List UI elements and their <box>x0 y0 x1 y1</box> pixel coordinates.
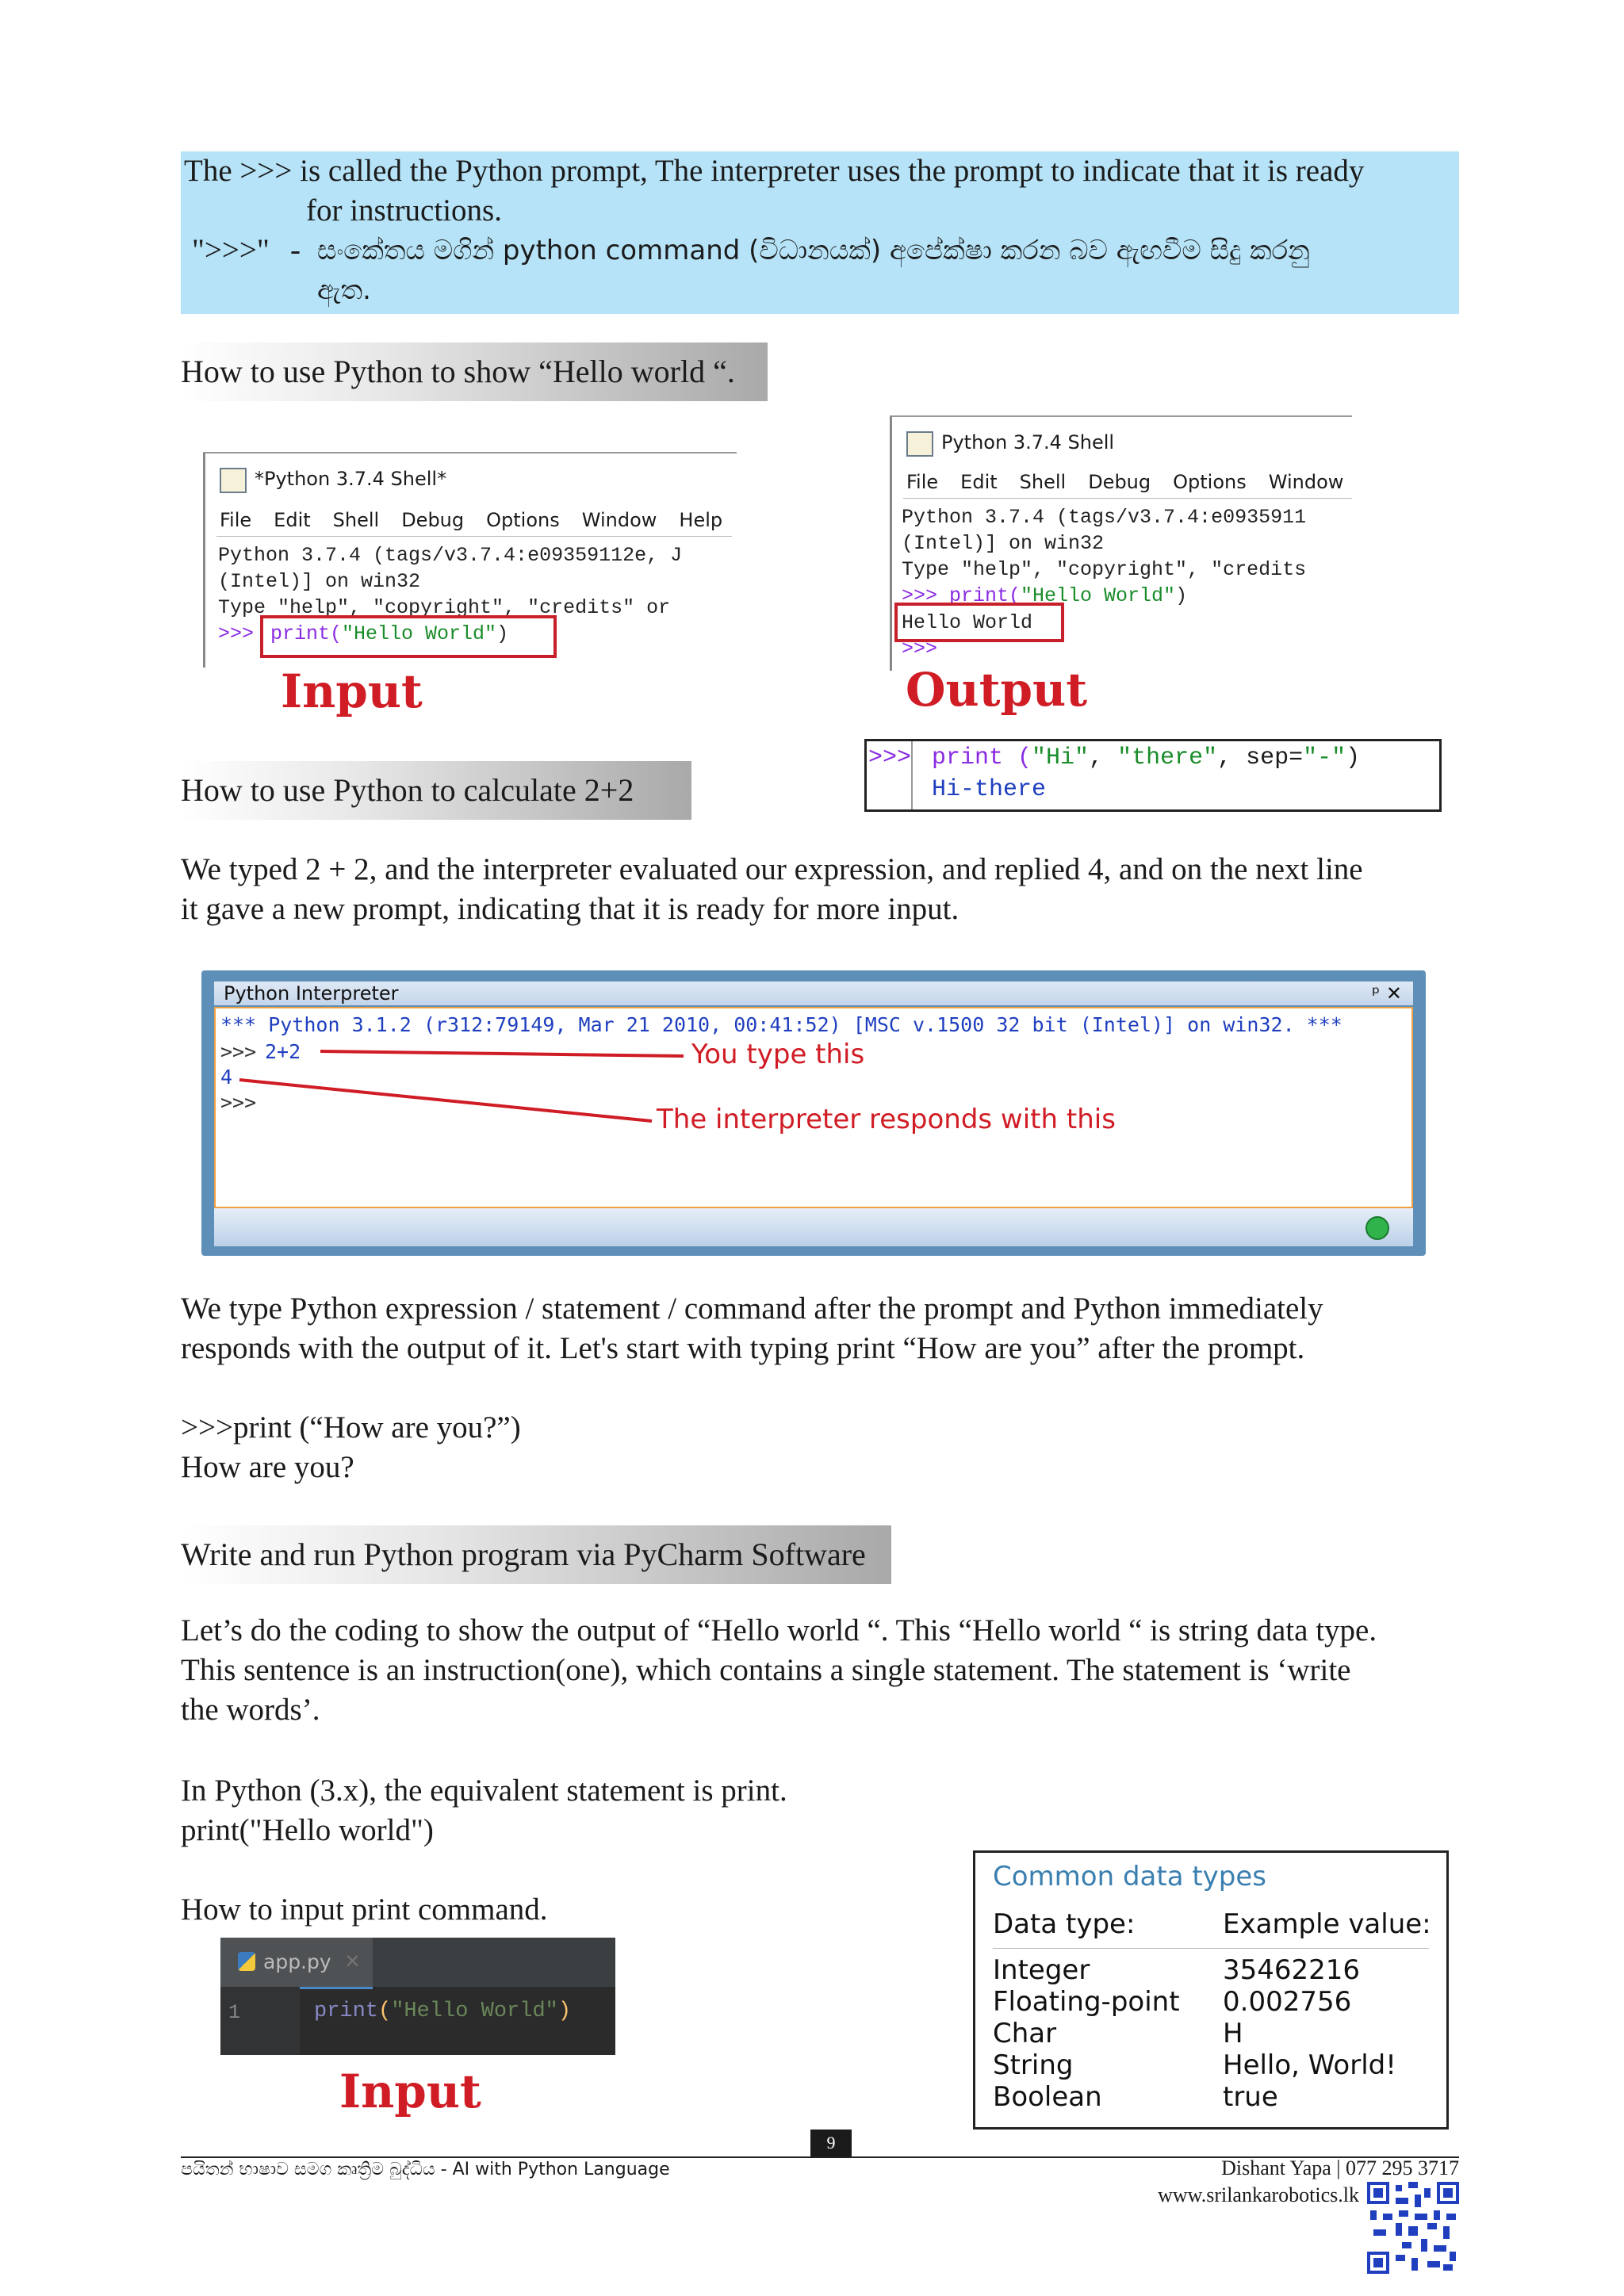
tab-label: app.py <box>263 1950 331 1973</box>
menu-help[interactable]: Help <box>679 509 723 531</box>
shell-prompt: >>> <box>218 622 255 645</box>
menu-edit[interactable]: Edit <box>274 509 311 531</box>
sep-result: Hi-there <box>932 776 1047 803</box>
header-example-value: Example value: <box>1223 1908 1431 1940</box>
shell-menu-bar <box>906 471 1365 493</box>
menu-debug[interactable]: Debug <box>1088 471 1151 493</box>
table-caption: Common data types <box>993 1861 1266 1892</box>
note-you-type: You type this <box>691 1039 865 1070</box>
heading-hello-world: How to use Python to show “Hello world “. <box>181 342 768 401</box>
intro-box <box>181 151 1459 314</box>
pycharm-code-line[interactable]: print("Hello World") <box>314 1999 572 2023</box>
para-type-expression: We type Python expression / statement / command after the prompt and Python immediately responds with the output of it. Let's start with typing print “How are you” after the prompt. <box>181 1292 1323 1365</box>
para-typed-2-plus-2: We typed 2 + 2, and the interpreter evaluated our expression, and replied 4, and on the next line it gave a new prompt, indicating that it is ready for more input. <box>181 852 1363 926</box>
qr-code-icon <box>1367 2182 1459 2274</box>
sep-code: print ("Hi", "there", sep="-") <box>932 744 1361 771</box>
note-interpreter-responds: The interpreter responds with this <box>657 1104 1116 1135</box>
heading-pycharm: Write and run Python program via PyCharm Software <box>181 1525 891 1584</box>
pycharm-editor <box>220 1938 615 2055</box>
intro-dash: - <box>290 233 301 267</box>
shell-title: Python 3.7.4 Shell <box>941 431 1115 453</box>
sep-prompt: >>> <box>868 744 912 771</box>
pin-close-icons[interactable]: ᵖ ✕ <box>1371 982 1402 1004</box>
row-type: Floating-point <box>993 1986 1180 2018</box>
menu-options[interactable]: Options <box>486 509 560 531</box>
menu-shell[interactable]: Shell <box>1019 471 1067 493</box>
interpreter-result: 4 <box>220 1066 233 1089</box>
interpreter-title: Python Interpreter <box>224 982 399 1004</box>
menu-window[interactable]: Window <box>581 509 657 531</box>
label-pycharm-input: Input <box>339 2064 481 2118</box>
python-interpreter-window <box>201 970 1426 1256</box>
example-how-are-you: >>>print (“How are you?”) How are you? <box>181 1410 521 1484</box>
label-output: Output <box>906 663 1087 717</box>
shell-title: *Python 3.7.4 Shell* <box>255 468 447 490</box>
menu-window[interactable]: Window <box>1268 471 1344 493</box>
shell-menu-bar <box>220 509 745 531</box>
para-print-statement: In Python (3.x), the equivalent statement is print. print("Hello world") <box>181 1774 787 1847</box>
python-file-icon <box>238 1952 255 1971</box>
close-icon[interactable]: × <box>344 1949 361 1972</box>
interpreter-prompt-1: >>> <box>220 1040 257 1063</box>
shell-command: print("Hello World") <box>270 622 509 645</box>
intro-line-1: The >>> is called the Python prompt, The interpreter uses the prompt to indicate that it is ready <box>184 154 1365 188</box>
row-value: Hello, World! <box>1223 2049 1396 2081</box>
shell-result: Hello World <box>902 611 1033 634</box>
highlight-output-box <box>894 603 1064 642</box>
page-number: 9 <box>810 2130 852 2156</box>
footer-left: පයිතන් භාෂාව සමග කෘත්‍රිම බුද්ධිය - AI with Python Language <box>181 2160 670 2179</box>
idle-app-icon <box>906 431 933 457</box>
shell-banner-1: Python 3.7.4 (tags/v3.7.4:e0935911 <box>902 506 1307 529</box>
row-type: String <box>993 2049 1074 2081</box>
line-number: 1 <box>228 2001 241 2024</box>
menu-shell[interactable]: Shell <box>332 509 380 531</box>
row-type: Char <box>993 2018 1057 2049</box>
sep-example-box <box>864 739 1442 812</box>
idle-app-icon <box>220 468 247 493</box>
status-green-icon <box>1365 1216 1389 1240</box>
interpreter-title-bar <box>214 982 1413 1005</box>
menu-options[interactable]: Options <box>1173 471 1247 493</box>
menu-file[interactable]: File <box>220 509 252 531</box>
interpreter-prompt-2: >>> <box>220 1091 257 1114</box>
common-data-types-table <box>973 1850 1449 2130</box>
menu-edit[interactable]: Edit <box>960 471 998 493</box>
highlight-input-box <box>260 615 557 658</box>
editor-tab-app-py[interactable] <box>220 1938 373 1989</box>
header-data-type: Data type: <box>993 1908 1136 1940</box>
footer-website[interactable]: www.srilankarobotics.lk <box>1158 2183 1359 2206</box>
interpreter-status-bar <box>214 1208 1413 1246</box>
menu-file[interactable]: File <box>906 471 939 493</box>
label-input: Input <box>281 664 423 718</box>
row-value: H <box>1223 2018 1243 2049</box>
shell-banner-3: Type "help", "copyright", "credits" or <box>218 596 671 619</box>
row-value: 0.002756 <box>1223 1986 1352 2018</box>
intro-line-2: for instructions. <box>306 193 502 228</box>
para-how-to-input: How to input print command. <box>181 1892 548 1927</box>
shell-prompt: >>> <box>902 637 938 660</box>
footer-author: Dishant Yapa | 077 295 3717 <box>1221 2156 1459 2179</box>
interpreter-banner: *** Python 3.1.2 (r312:79149, Mar 21 2010, 00:41:52) [MSC v.1500 32 bit (Intel)] on win32. *** <box>220 1013 1342 1036</box>
shell-banner-2: (Intel)] on win32 <box>218 570 421 593</box>
row-value: 35462216 <box>1223 1954 1361 1986</box>
shell-banner-2: (Intel)] on win32 <box>902 532 1105 555</box>
intro-sinhala-line-2: ඇත. <box>317 274 371 306</box>
row-type: Boolean <box>993 2081 1102 2113</box>
row-type: Integer <box>993 1954 1090 1986</box>
row-value: true <box>1223 2081 1278 2113</box>
para-hello-world-string: Let’s do the coding to show the output of “Hello world “. This “Hello world “ is string data type. This sentence is an instruction(one), which contains a single statement. The statement is ‘write the words’. <box>181 1613 1377 1727</box>
interpreter-input: 2+2 <box>265 1040 301 1063</box>
shell-banner-1: Python 3.7.4 (tags/v3.7.4:e09359112e, J <box>218 544 683 567</box>
intro-prompt-symbol: ">>>" <box>192 233 270 267</box>
shell-banner-3: Type "help", "copyright", "credits <box>902 558 1307 581</box>
heading-calculate: How to use Python to calculate 2+2 <box>181 761 691 820</box>
menu-debug[interactable]: Debug <box>401 509 465 531</box>
interpreter-body[interactable] <box>214 1007 1413 1208</box>
intro-sinhala-line: සංකේතය මගින් python command (විධානයක්) අපේක්ෂා කරන බව ඇඟවීම සිදු කරනු <box>317 235 1310 266</box>
shell-command-line: >>> print("Hello World") <box>902 584 1188 607</box>
